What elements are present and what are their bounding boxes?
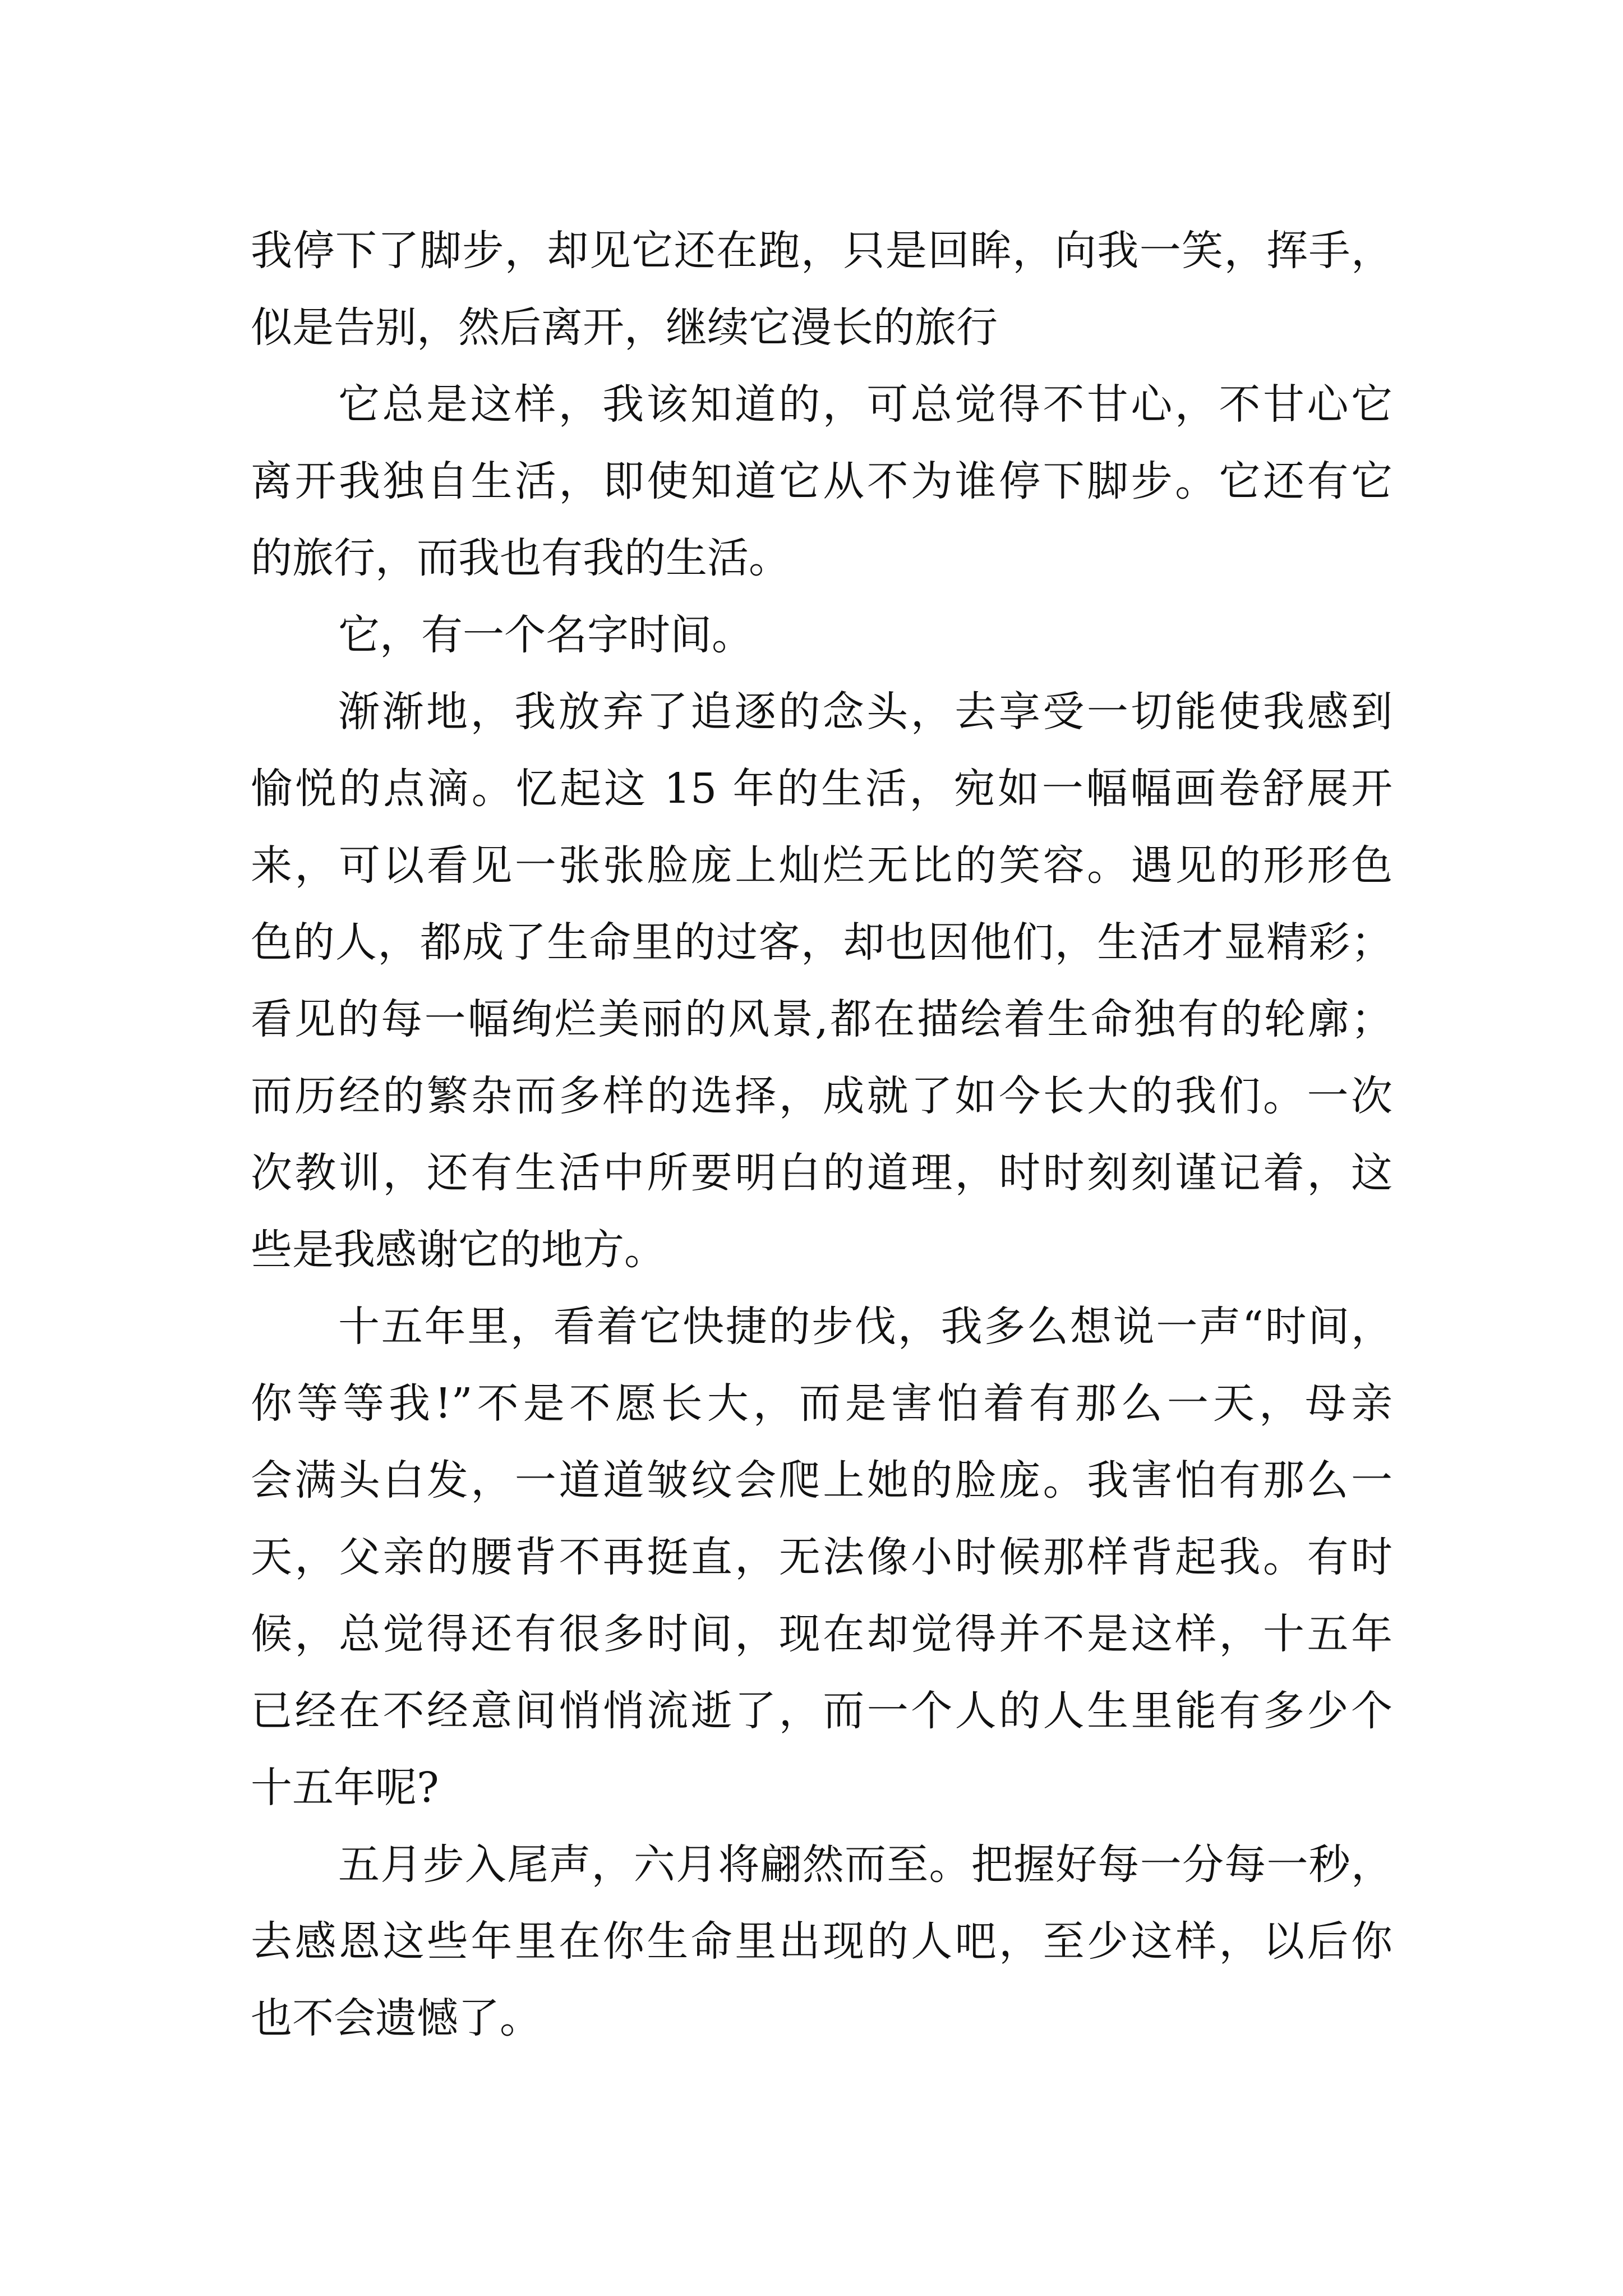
text-line: 会满头白发，一道道皱纹会爬上她的脸庞。我害怕有那么一: [251, 1456, 1393, 1504]
paragraph: [251, 366, 1393, 597]
text-line: 看见的每一幅绚烂美丽的风景,都在描绘着生命独有的轮廓；: [251, 995, 1393, 1043]
text-line: 也不会遗憾了。: [251, 1994, 541, 2042]
text-line: 我停下了脚步，却见它还在跑，只是回眸，向我一笑，挥手，: [251, 227, 1393, 275]
text-line: 十五年里，看着它快捷的步伐，我多么想说一声“时间，: [338, 1303, 1393, 1351]
text-line: 它总是这样，我该知道的，可总觉得不甘心，不甘心它: [338, 380, 1393, 429]
text-line: 的旅行，而我也有我的生活。: [251, 534, 790, 582]
text-line: 天，父亲的腰背不再挺直，无法像小时候那样背起我。有时: [251, 1533, 1393, 1581]
paragraph: [251, 213, 1393, 366]
text-line: 去感恩这些年里在你生命里出现的人吧，至少这样，以后你: [251, 1917, 1393, 1966]
text-line: 愉悦的点滴。忆起这 15 年的生活，宛如一幅幅画卷舒展开: [251, 765, 1393, 813]
text-line: 已经在不经意间悄悄流逝了，而一个人的人生里能有多少个: [251, 1687, 1393, 1735]
text-line: 来，可以看见一张张脸庞上灿烂无比的笑容。遇见的形形色: [251, 841, 1393, 890]
text-line: 渐渐地，我放弃了追逐的念头，去享受一切能使我感到: [338, 688, 1393, 736]
text-line: 似是告别，然后离开，继续它漫长的旅行: [251, 303, 998, 352]
body-text: [251, 213, 1393, 2057]
paragraph: [251, 1826, 1393, 2057]
paragraph: [251, 1289, 1393, 1826]
text-line: 它，有一个名字时间。: [338, 611, 753, 659]
text-line: 十五年呢?: [251, 1764, 439, 1812]
text-line: 候，总觉得还有很多时间，现在却觉得并不是这样，十五年: [251, 1610, 1393, 1658]
paragraph: [251, 597, 1393, 674]
text-line: 你等等我!”不是不愿长大，而是害怕着有那么一天，母亲: [251, 1379, 1393, 1428]
text-line: 离开我独自生活，即使知道它从不为谁停下脚步。它还有它: [251, 457, 1393, 505]
paragraph: [251, 674, 1393, 1289]
text-line: 而历经的繁杂而多样的选择，成就了如今长大的我们。一次: [251, 1072, 1393, 1120]
text-line: 次教训，还有生活中所要明白的道理，时时刻刻谨记着，这: [251, 1149, 1393, 1197]
text-line: 五月步入尾声，六月将翩然而至。把握好每一分每一秒，: [338, 1841, 1393, 1889]
text-line: 色的人，都成了生命里的过客，却也因他们，生活才显精彩；: [251, 918, 1393, 967]
text-line: 些是我感谢它的地方。: [251, 1226, 666, 1274]
